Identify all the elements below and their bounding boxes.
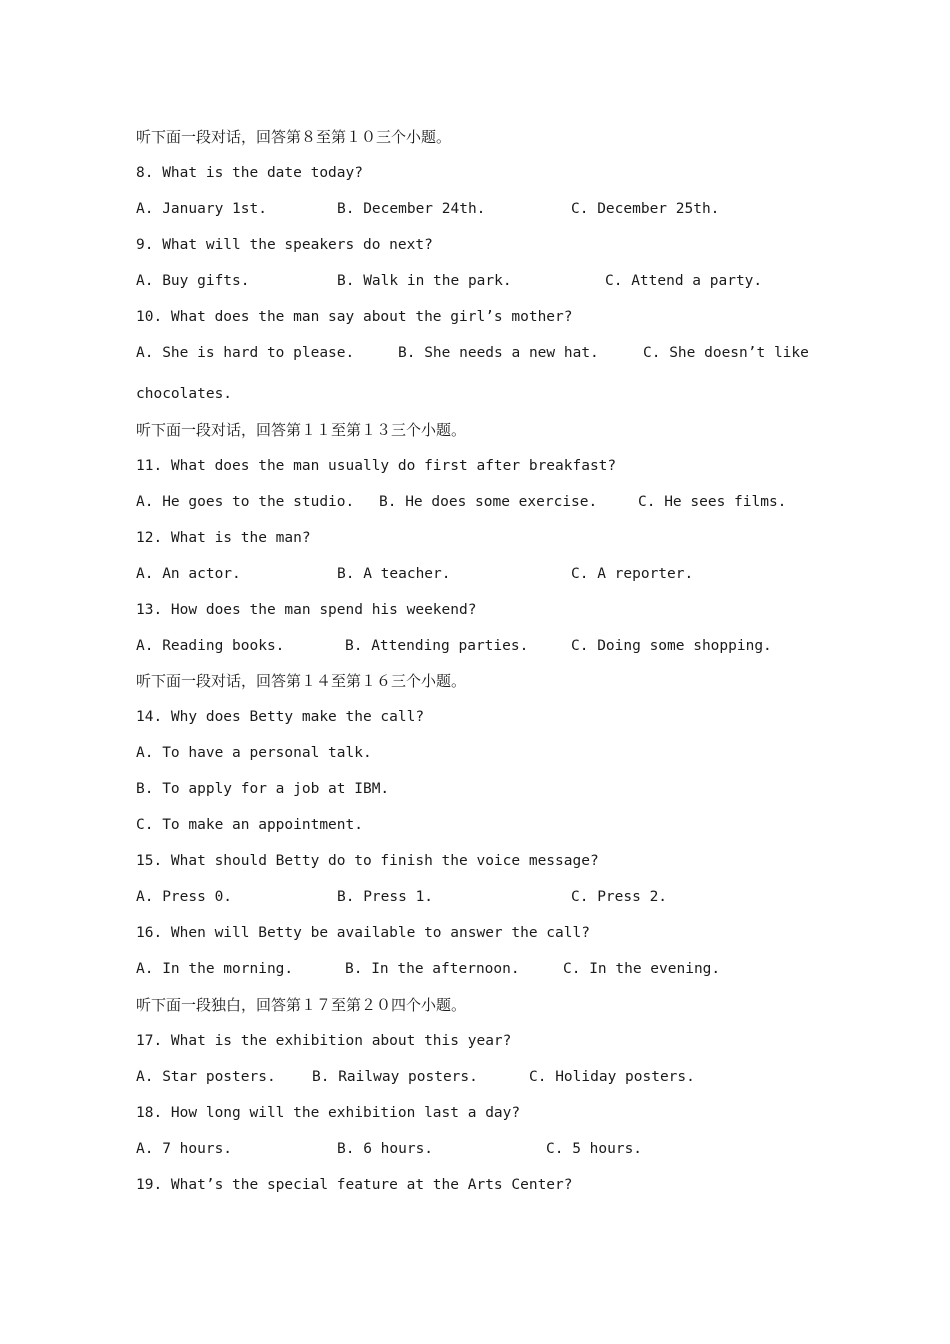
option-c: C. Attend a party. [605,273,763,289]
question-text: 13. How does the man spend his weekend? [136,602,477,618]
question-text: 19. What’s the special feature at the Arts Center? [136,1177,573,1193]
option-c: C. He sees films. [638,494,787,510]
question-text: 11. What does the man usually do first after breakfast? [136,458,617,474]
option-b: B. He does some exercise. [379,494,598,510]
option-a: A. To have a personal talk. [136,745,372,761]
option-a: A. He goes to the studio. [136,494,355,510]
option-a: A. Buy gifts. [136,273,250,289]
option-c: C. In the evening. [563,961,721,977]
option-b: B. To apply for a job at IBM. [136,781,390,797]
section-heading: 听下面一段对话，回答第１１至第１３三个小题。 [136,421,467,439]
option-b: B. She needs a new hat. [398,345,599,361]
option-continuation: chocolates. [136,386,233,402]
option-b: B. Press 1. [337,889,434,905]
option-a: A. January 1st. [136,201,267,217]
option-b: B. Walk in the park. [337,273,512,289]
option-a: A. 7 hours. [136,1141,233,1157]
option-a: A. Star posters. [136,1069,276,1085]
section-heading: 听下面一段对话，回答第１４至第１６三个小题。 [136,672,467,690]
option-a: A. She is hard to please. [136,345,355,361]
question-text: 15. What should Betty do to finish the voice message? [136,853,599,869]
option-b: B. In the afternoon. [345,961,520,977]
option-a: A. In the morning. [136,961,294,977]
question-text: 8. What is the date today? [136,165,363,181]
option-b: B. December 24th. [337,201,486,217]
question-text: 17. What is the exhibition about this year? [136,1033,512,1049]
section-heading: 听下面一段对话，回答第８至第１０三个小题。 [136,128,452,146]
option-b: B. Railway posters. [312,1069,478,1085]
question-text: 14. Why does Betty make the call? [136,709,425,725]
option-a: A. Reading books. [136,638,285,654]
option-c: C. Holiday posters. [529,1069,695,1085]
option-c: C. To make an appointment. [136,817,363,833]
option-c: C. She doesn’t like [643,345,809,361]
option-c: C. Doing some shopping. [571,638,772,654]
question-text: 12. What is the man? [136,530,311,546]
option-a: A. An actor. [136,566,241,582]
option-c: C. Press 2. [571,889,668,905]
option-c: C. 5 hours. [546,1141,643,1157]
question-text: 16. When will Betty be available to answer the call? [136,925,590,941]
section-heading: 听下面一段独白，回答第１７至第２０四个小题。 [136,996,467,1014]
option-a: A. Press 0. [136,889,233,905]
option-b: B. 6 hours. [337,1141,434,1157]
option-b: B. Attending parties. [345,638,529,654]
option-c: C. A reporter. [571,566,694,582]
question-text: 9. What will the speakers do next? [136,237,433,253]
option-c: C. December 25th. [571,201,720,217]
option-b: B. A teacher. [337,566,451,582]
question-text: 10. What does the man say about the girl’s mother? [136,309,573,325]
question-text: 18. How long will the exhibition last a day? [136,1105,521,1121]
